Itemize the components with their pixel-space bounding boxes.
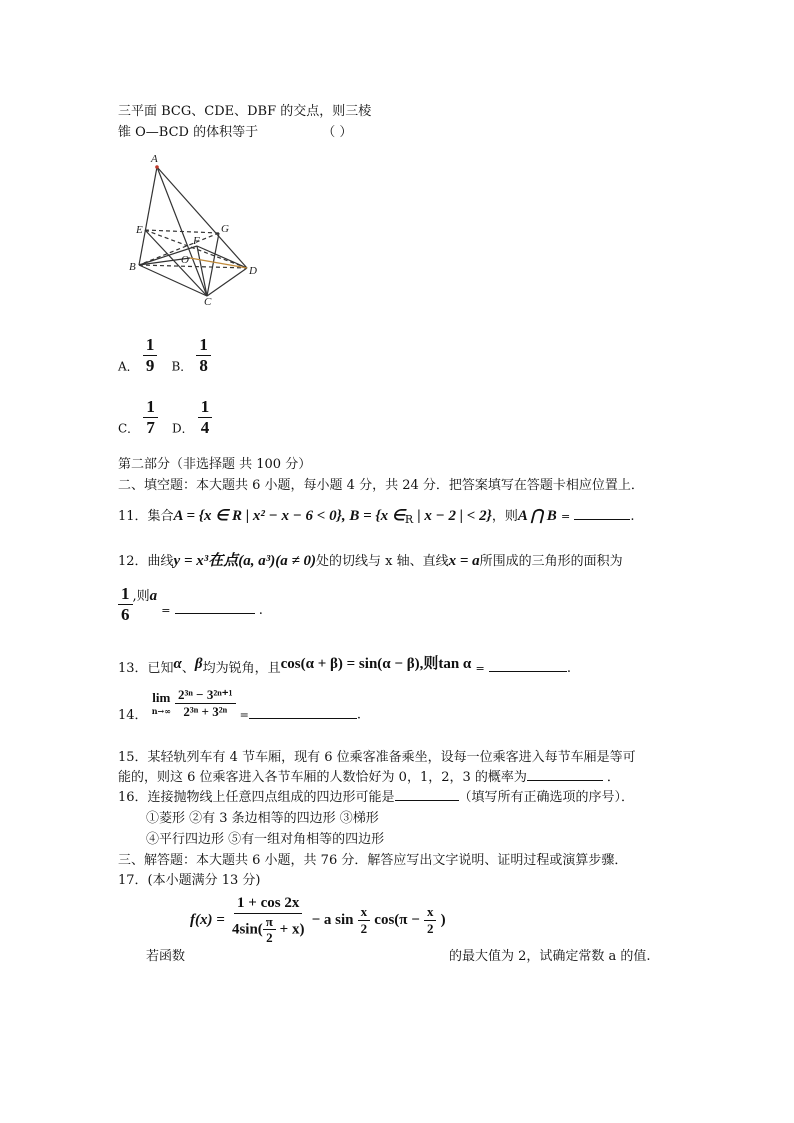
q16-line1a: 16．连接抛物线上任意四点组成的四边形可能是 <box>118 790 395 805</box>
q11-tail: ，则 <box>491 509 518 524</box>
label-a: A <box>151 153 158 165</box>
question-11 <box>118 505 634 526</box>
formula-x-num-2: x <box>424 905 437 921</box>
formula-2: 2 <box>266 930 273 946</box>
q14-numerator: 2³ⁿ − 3²ⁿ⁺¹ <box>175 688 236 704</box>
option-d-den: 4 <box>200 417 210 437</box>
question-15-line-2 <box>118 766 620 785</box>
option-a-letter: A． <box>118 359 139 374</box>
part2-title: 第二部分（非选择题 共 100 分） <box>118 457 312 472</box>
formula-numerator: 1 + cos 2x <box>234 896 302 914</box>
option-c-letter: C． <box>118 421 140 436</box>
options-row-1 <box>118 336 211 375</box>
intro-text: 锥 O—BCD 的体积等于 <box>118 125 259 140</box>
formula-main-fraction <box>229 896 308 945</box>
q12-mid: 处的切线与 x 轴、直线 <box>315 554 449 569</box>
q12-then: ,则 <box>132 589 150 604</box>
option-a-den: 9 <box>145 355 155 375</box>
q11-set-b: | x − 2 | < 2} <box>417 508 492 524</box>
q11-sub-r: R <box>404 513 414 526</box>
formula-x-den: 2 <box>360 921 368 937</box>
q12-answer-blank[interactable] <box>175 601 255 614</box>
formula-x-num: x <box>358 905 371 921</box>
q13-alpha: α <box>173 656 182 672</box>
q12-end: . <box>258 603 263 618</box>
formula-x-half-2 <box>424 905 437 935</box>
q13-equals: = <box>475 662 485 675</box>
formula-den-a: 4sin( <box>231 921 263 938</box>
option-b-value <box>196 336 211 375</box>
formula-close: ) <box>440 912 446 929</box>
option-b-letter: B． <box>171 359 193 374</box>
q12-curve: y = x³在点(a, a³)(a ≠ 0) <box>173 553 316 569</box>
q14-equals: = <box>239 708 249 722</box>
q14-denominator: 2³ⁿ + 3²ⁿ <box>183 703 228 719</box>
option-c-value <box>143 398 158 437</box>
q16-choices-2: ④平行四边形 ⑤有一组对角相等的四边形 <box>146 832 385 847</box>
q13-end: . <box>566 661 571 676</box>
option-b-num: 1 <box>196 336 211 356</box>
option-d-value <box>198 398 213 437</box>
option-c-num: 1 <box>143 398 158 418</box>
q14-end: . <box>356 707 362 723</box>
q12-frac-den: 6 <box>118 604 133 624</box>
q14-number: 14． <box>118 707 148 723</box>
formula-x-den-2: 2 <box>426 921 434 937</box>
q17-tail: 的最大值为 2，试确定常数 a 的值. <box>449 949 651 964</box>
label-d: D <box>249 265 257 277</box>
q15-end: ． <box>606 770 620 785</box>
answer-paren: （ ） <box>322 125 353 140</box>
line-gc <box>207 233 219 296</box>
q11-answer-blank[interactable] <box>574 507 630 520</box>
q11-prefix: 11．集合 <box>118 509 174 524</box>
question-15-line-1: 15．某轻轨列车有 4 节车厢，现有 6 位乘客准备乘坐，设每一位乘客进入每节车厢是等可 <box>118 750 636 765</box>
option-c-den: 7 <box>146 417 155 437</box>
tetrahedron-figure <box>125 150 270 305</box>
option-d-num: 1 <box>198 398 213 418</box>
q13-beta: β <box>194 656 203 672</box>
q13-equation: cos(α + β) = sin(α − β),则tan α <box>280 656 472 672</box>
line-fd <box>197 246 247 268</box>
q13-prefix: 13．已知 <box>118 661 174 676</box>
q12-a: a <box>149 588 158 604</box>
formula-den-b: + x) <box>275 921 305 938</box>
q11-equals: = <box>560 510 571 523</box>
formula-pi: π <box>263 915 276 931</box>
line-gb <box>139 233 219 265</box>
q17-title: 17．(本小题满分 13 分) <box>118 873 261 888</box>
question-14 <box>118 688 361 723</box>
q11-intersection: A ⋂ B <box>517 508 557 524</box>
label-e: E <box>136 224 143 236</box>
q12-frac-num: 1 <box>121 584 130 604</box>
label-o: O <box>181 254 189 266</box>
formula-x-half <box>358 905 371 935</box>
q16-choices-1: ①菱形 ②有 3 条边相等的四边形 ③梯形 <box>146 811 379 826</box>
formula-cos: cos(π − <box>374 912 420 929</box>
q11-set-a: A = {x ∈ R | x² − x − 6 < 0}, B = {x ∈ <box>173 508 405 524</box>
q16-line1b: （填写所有正确选项的序号）． <box>458 790 635 805</box>
label-b: B <box>129 261 136 273</box>
q17-lead: 若函数 <box>146 949 186 964</box>
option-b-den: 8 <box>199 355 208 375</box>
formula-left: f(x) = <box>190 912 225 929</box>
fill-in-header: 二、填空题：本大题共 6 小题，每小题 4 分，共 24 分．把答案填写在答题卡相应位置上． <box>118 478 644 493</box>
formula-pi-half <box>263 915 276 945</box>
label-f: F <box>193 235 200 247</box>
q17-formula <box>190 896 446 945</box>
q14-fraction <box>175 688 236 718</box>
intro-line-2 <box>118 121 352 140</box>
q15-answer-blank[interactable] <box>527 768 603 781</box>
q12-line: x = a <box>448 553 480 569</box>
q13-mid: 均为锐角，且 <box>202 661 281 676</box>
edge-ab <box>139 167 157 265</box>
formula-minus: − a sin <box>311 912 354 929</box>
label-c: C <box>204 296 212 305</box>
solution-header: 三、解答题：本大题共 6 小题，共 76 分．解答应写出文字说明、证明过程或演算步骤． <box>118 853 628 868</box>
q13-answer-blank[interactable] <box>489 659 567 672</box>
q14-answer-blank[interactable] <box>249 706 357 719</box>
question-12-line-2 <box>118 585 263 624</box>
q11-end: . <box>630 509 635 524</box>
q16-answer-blank[interactable] <box>395 788 459 801</box>
option-a-num: 1 <box>143 336 158 356</box>
question-12-line-1 <box>118 549 623 570</box>
edge-dc <box>207 268 247 296</box>
question-13 <box>118 652 571 676</box>
tetrahedron-diagram <box>125 150 270 305</box>
q12-prefix: 12．曲线 <box>118 554 174 569</box>
q14-lim: lim <box>152 690 171 706</box>
q12-fraction <box>118 585 133 624</box>
intro-line-1: 三平面 BCG、CDE、DBF 的交点，则三棱 <box>118 104 372 119</box>
question-16-line-1 <box>118 786 634 805</box>
option-d-letter: D． <box>171 421 194 436</box>
q12-equals: = <box>161 604 171 617</box>
formula-denominator <box>229 914 308 945</box>
q14-limit <box>152 690 171 716</box>
options-row-2 <box>118 398 212 437</box>
q13-sep: 、 <box>181 661 195 676</box>
option-a-value <box>143 336 158 375</box>
q15-line2: 能的，则这 6 位乘客进入各节车厢的人数恰好为 0，1，2，3 的概率为 <box>118 770 527 785</box>
vertex-a-dot <box>155 165 159 169</box>
line-fc <box>197 246 207 296</box>
q12-tail: 所围成的三角形的面积为 <box>479 554 623 569</box>
label-g: G <box>221 223 229 235</box>
q14-lim-sub: n→∞ <box>151 706 171 717</box>
